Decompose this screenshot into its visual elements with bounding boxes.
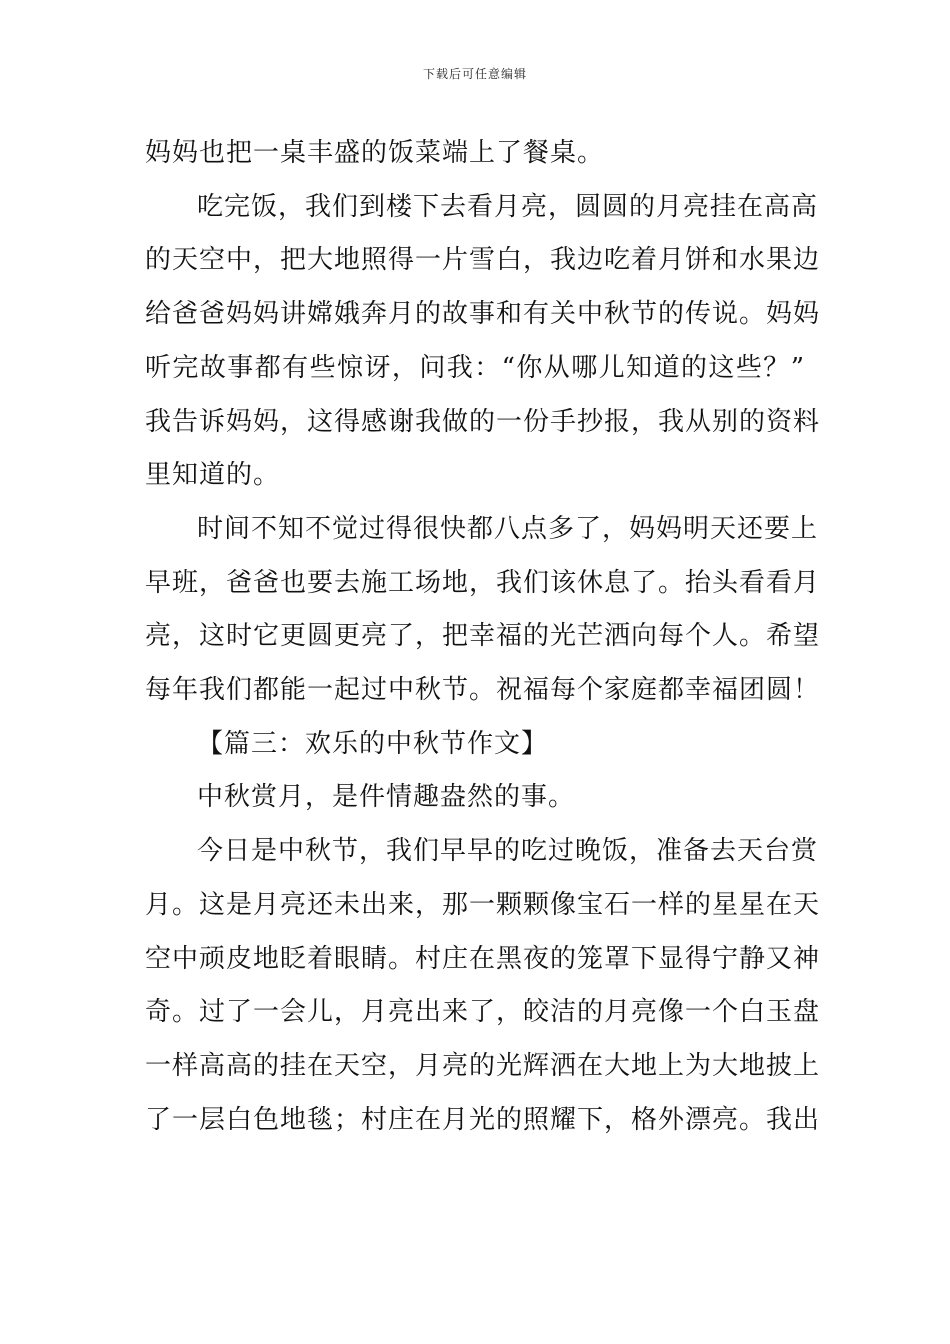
text-line: 早班，爸爸也要去施工场地，我们该休息了。抬头看看月: [145, 567, 821, 598]
section-heading: [145, 718, 805, 772]
text-line: 今日是中秋节，我们早早的吃过晚饭，准备去天台赏: [197, 836, 819, 867]
text-line: 亮，这时它更圆更亮了，把幸福的光芒洒向每个人。希望: [145, 621, 821, 652]
text-line: 听完故事都有些惊讶，问我：“你从哪儿知道的这些？”: [145, 352, 805, 383]
text-line: 空中顽皮地眨着眼睛。村庄在黑夜的笼罩下显得宁静又神: [145, 943, 821, 974]
paragraph-6: [145, 825, 821, 1147]
section-title: 【篇三：欢乐的中秋节作文】: [197, 728, 549, 759]
text-line: 里知道的。: [145, 460, 281, 491]
text-line: 我告诉妈妈，这得感谢我做的一份手抄报，我从别的资料: [145, 406, 821, 437]
text-line: 吃完饭，我们到楼下去看月亮，圆圆的月亮挂在高高: [197, 191, 819, 222]
text-line: 每年我们都能一起过中秋节。祝福每个家庭都幸福团圆！: [145, 675, 821, 706]
page-header: 下载后可任意编辑: [422, 67, 527, 81]
paragraph-1: [145, 127, 805, 181]
text-line: 月。这是月亮还未出来，那一颗颗像宝石一样的星星在天: [145, 889, 821, 920]
text-line: 中秋赏月，是件情趣盎然的事。: [197, 782, 576, 813]
paragraph-3: [145, 503, 821, 718]
paragraph-5: [145, 771, 805, 825]
text-line: 了一层白色地毯；村庄在月光的照耀下，格外漂亮。我出: [145, 1104, 821, 1135]
text-line: 时间不知不觉过得很快都八点多了，妈妈明天还要上: [197, 513, 819, 544]
paragraph-2: [145, 181, 821, 503]
text-line: 妈妈也把一桌丰盛的饭菜端上了餐桌。: [145, 138, 605, 168]
text-line: 的天空中，把大地照得一片雪白，我边吃着月饼和水果边: [145, 245, 821, 276]
text-line: 给爸爸妈妈讲嫦娥奔月的故事和有关中秋节的传说。妈妈: [145, 299, 821, 330]
text-line: 奇。过了一会儿，月亮出来了，皎洁的月亮像一个白玉盘: [145, 997, 821, 1028]
text-line: 一样高高的挂在天空，月亮的光辉洒在大地上为大地披上: [145, 1050, 821, 1081]
document-body: [145, 127, 821, 1147]
